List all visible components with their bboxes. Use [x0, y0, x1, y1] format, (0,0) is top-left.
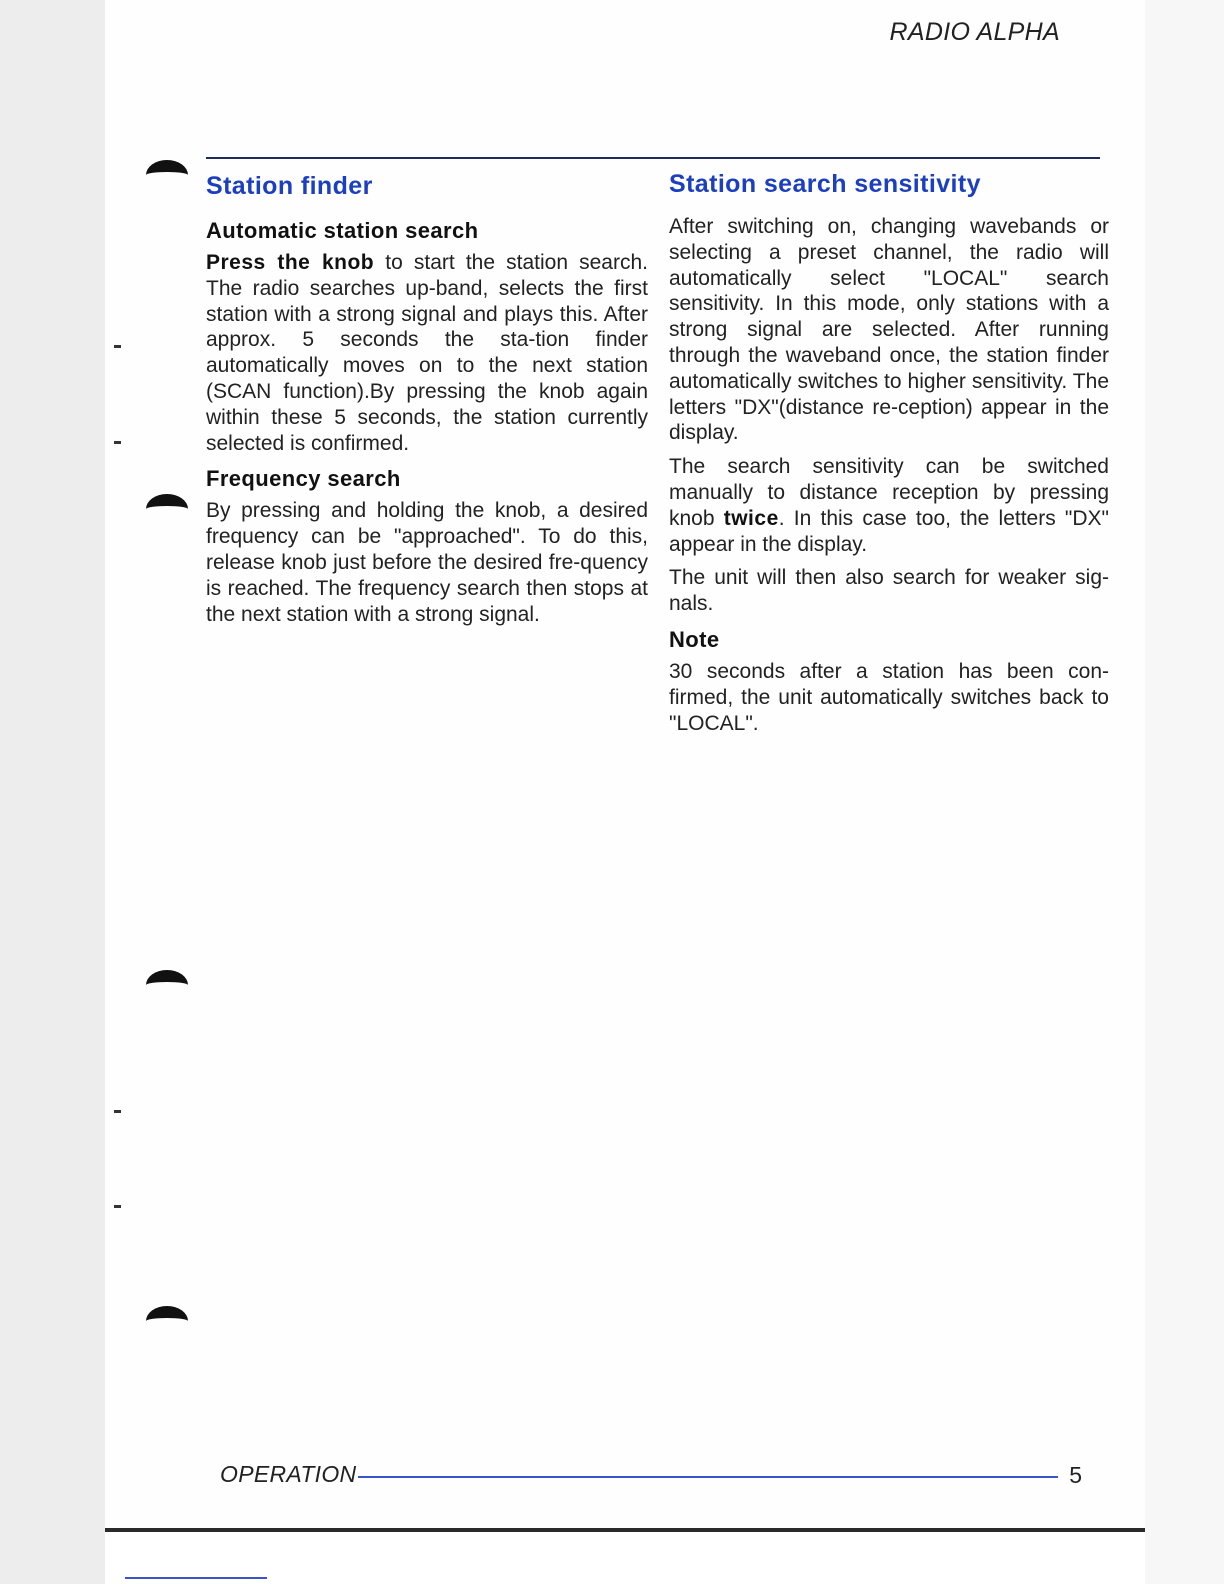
page-right-edge	[1145, 0, 1224, 1584]
paragraph-sensitivity-3: The unit will then also search for weaker sig-nals.	[669, 566, 1109, 616]
margin-tick-3	[114, 1110, 121, 1113]
margin-tick-1	[114, 345, 121, 348]
binder-hole-mark-3	[146, 970, 188, 1000]
bold-twice: twice	[723, 506, 779, 530]
top-rule	[206, 157, 1100, 159]
paragraph-note: 30 seconds after a station has been con-firmed, the unit automatically switches back to "LOCAL".	[669, 659, 1109, 735]
text-automatic-station-search: to start the station search. The radio searches up-band, selects the first station with a strong signal and plays this. After approx. 5 seconds the sta-tion finder automatically moves on to the next station (SCAN function).By pressing the knob again within these 5 seconds, the station currently selected is confirmed.	[206, 251, 648, 455]
paragraph-sensitivity-2	[669, 454, 1109, 557]
section-title-station-search-sensitivity: Station search sensitivity	[669, 170, 981, 198]
subtitle-frequency-search: Frequency search	[206, 466, 401, 492]
bold-press-the-knob: Press the knob	[206, 251, 375, 274]
page-footer	[220, 1461, 1082, 1491]
right-column	[669, 168, 1109, 744]
subtitle-note: Note	[669, 626, 720, 652]
subtitle-automatic-station-search: Automatic station search	[206, 218, 479, 243]
margin-tick-2	[114, 441, 121, 444]
text-sensitivity-2-end: . In this case too, the letters "DX" appear in the display.	[669, 506, 1109, 556]
footer-rule	[358, 1476, 1058, 1478]
paragraph-frequency-search: By pressing and holding the knob, a desired frequency can be "approached". To do this, release knob just before the desired fre-quency is reached. The frequency search then stops at the next station with a strong signal.	[206, 499, 648, 626]
binder-hole-mark-2	[146, 494, 188, 524]
page-number: 5	[1069, 1462, 1082, 1488]
footer-section-label: OPERATION	[220, 1461, 357, 1487]
page-bottom-blue-mark	[125, 1577, 267, 1579]
page-left-edge	[0, 0, 105, 1584]
binder-hole-mark-1	[146, 160, 188, 190]
section-title-station-finder: Station finder	[206, 172, 373, 200]
page-bottom-edge	[105, 1528, 1145, 1532]
left-column	[206, 170, 648, 635]
binder-hole-mark-4	[146, 1306, 188, 1336]
paragraph-sensitivity-1: After switching on, changing wavebands or selecting a preset channel, the radio will automatically select "LOCAL" search sensitivity. In this mode, only stations with a strong signal are selected. After running through the waveband once, the station finder automatically switches to higher sensitivity. The letters "DX"(distance re-ception) appear in the display.	[669, 215, 1109, 445]
text-sensitivity-2-start: The search sensitivity can be switched manually to distance reception by pressing knob	[669, 455, 1109, 530]
paragraph-automatic-station-search	[206, 250, 648, 456]
running-header: RADIO ALPHA	[889, 18, 1060, 46]
margin-tick-4	[114, 1205, 121, 1208]
